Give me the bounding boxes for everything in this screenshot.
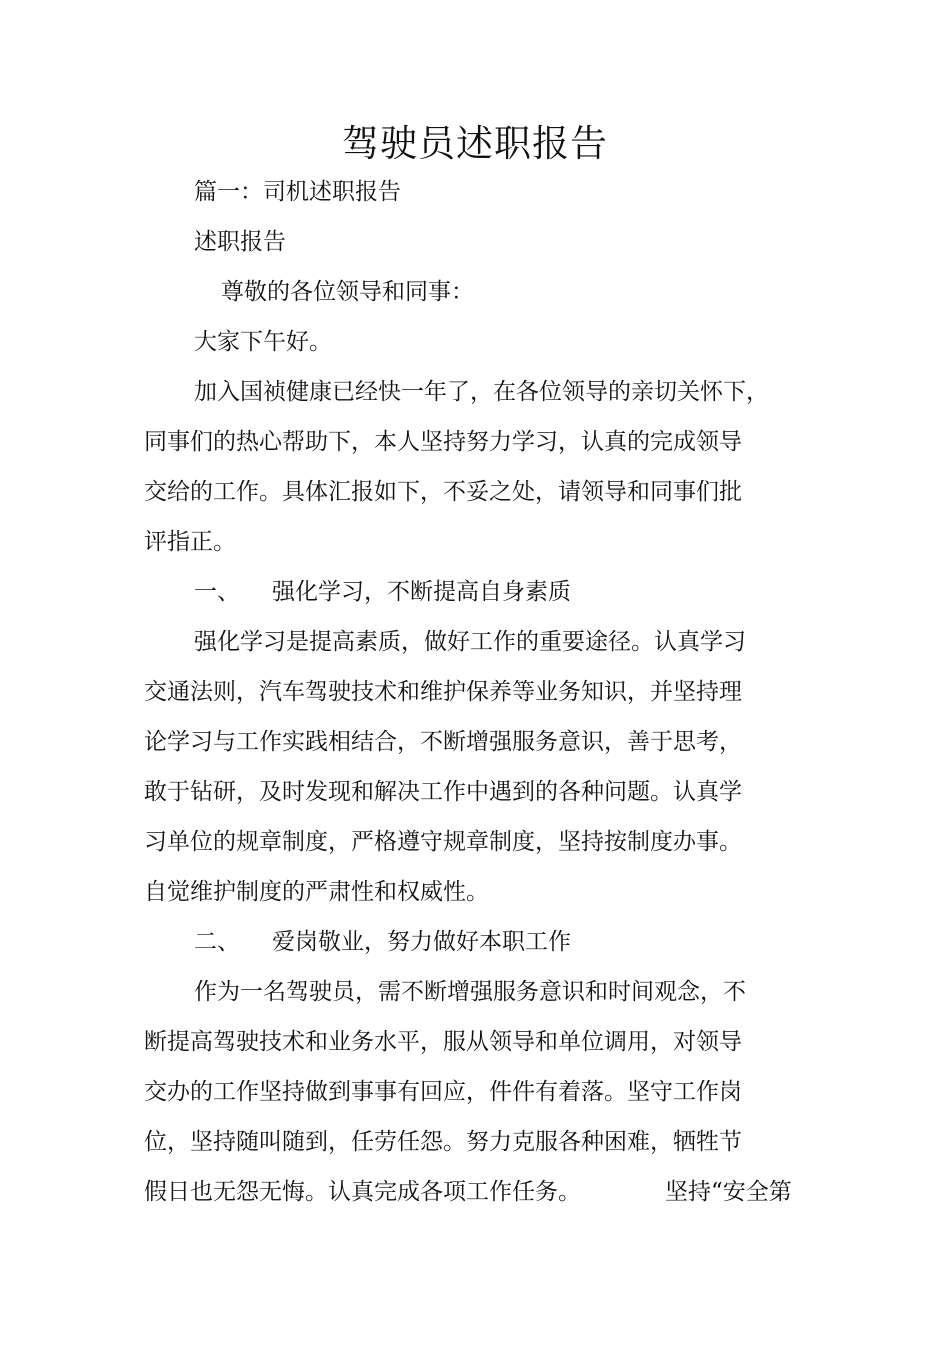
greeting: 大家下午好。 [194, 329, 332, 355]
document-title: 驾驶员述职报告 [342, 122, 608, 165]
section2-number: 二、 [194, 929, 240, 955]
section1-line: 敢于钻研，及时发现和解决工作中遇到的各种问题。认真学 [144, 779, 742, 805]
section1-line: 强化学习是提高素质，做好工作的重要途径。认真学习 [194, 629, 746, 655]
salutation: 尊敬的各位领导和同事： [221, 279, 474, 305]
section2-line-part: 假日也无怨无悔。认真完成各项工作任务。 [144, 1179, 581, 1205]
section2-line: 交办的工作坚持做到事事有回应，件件有着落。坚守工作岗 [144, 1079, 742, 1105]
section2-line: 作为一名驾驶员，需不断增强服务意识和时间观念，不 [194, 979, 746, 1005]
section2-last-line [144, 1177, 792, 1207]
section2-line: 断提高驾驶技术和业务水平，服从领导和单位调用，对领导 [144, 1029, 742, 1055]
section2-line: 位，坚持随叫随到，任劳任怨。努力克服各种困难，牺牲节 [144, 1129, 742, 1155]
subtitle: 篇一：司机述职报告 [194, 179, 401, 205]
section2-line-part: 坚持“安全第 [665, 1179, 792, 1205]
section1-line: 自觉维护制度的严肃性和权威性。 [144, 879, 489, 905]
intro-line: 评指正。 [144, 529, 236, 555]
section1-line: 交通法则，汽车驾驶技术和维护保养等业务知识，并坚持理 [144, 679, 742, 705]
section2-heading: 爱岗敬业，努力做好本职工作 [272, 929, 571, 955]
report-label: 述职报告 [194, 229, 286, 255]
section1-line: 论学习与工作实践相结合，不断增强服务意识，善于思考， [144, 729, 742, 755]
intro-line: 同事们的热心帮助下，本人坚持努力学习，认真的完成领导 [144, 429, 742, 455]
section1-line: 习单位的规章制度，严格遵守规章制度，坚持按制度办事。 [144, 829, 742, 855]
intro-line: 加入国祯健康已经快一年了，在各位领导的亲切关怀下， [194, 379, 769, 405]
intro-line: 交给的工作。具体汇报如下，不妥之处，请领导和同事们批 [144, 479, 742, 505]
section1-heading-row [194, 577, 571, 607]
section1-heading: 强化学习，不断提高自身素质 [272, 579, 571, 605]
section1-number: 一、 [194, 579, 240, 605]
section2-heading-row [194, 927, 571, 957]
